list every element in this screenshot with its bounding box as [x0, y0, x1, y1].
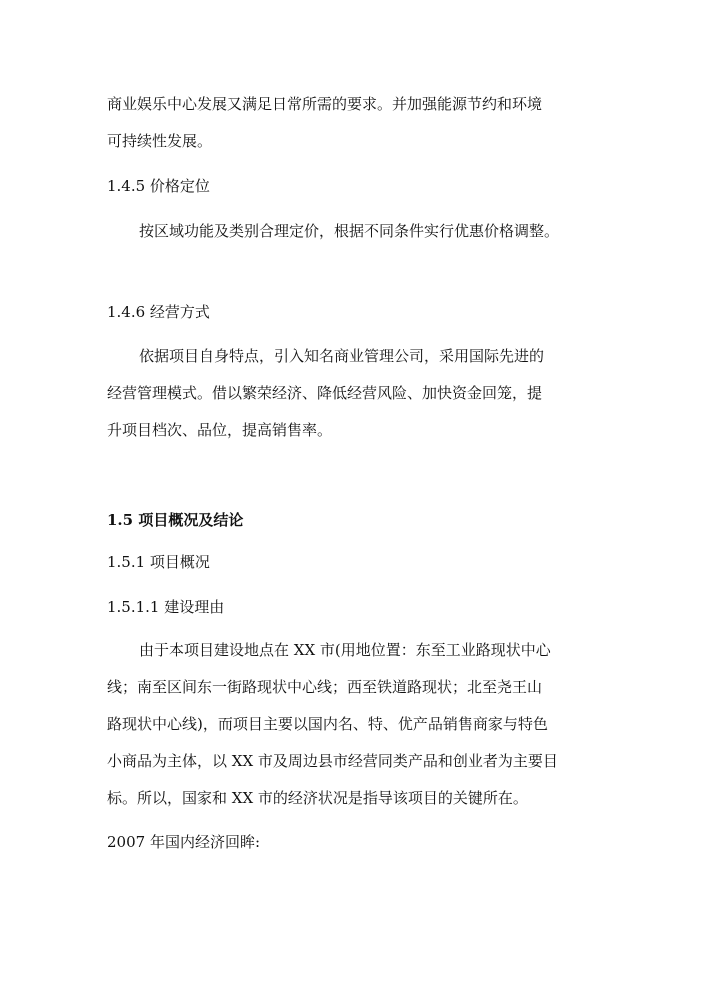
paragraph-line: 路现状中心线)，而项目主要以国内名、特、优产品销售商家与特色	[107, 715, 548, 733]
section-heading-1-5: 1.5 项目概况及结论	[107, 511, 244, 529]
paragraph-line: 商业娱乐中心发展又满足日常所需的要求。并加强能源节约和环境	[107, 95, 543, 113]
paragraph-line: 由于本项目建设地点在 XX 市(用地位置：东至工业路现状中心	[139, 641, 551, 659]
paragraph-line: 经营管理模式。借以繁荣经济、降低经营风险、加快资金回笼，提	[107, 384, 543, 402]
section-heading-1-5-1: 1.5.1 项目概况	[107, 553, 210, 571]
paragraph-line: 标。所以，国家和 XX 市的经济状况是指导该项目的关键所在。	[107, 789, 528, 807]
section-heading-1-4-6: 1.4.6 经营方式	[107, 303, 210, 321]
paragraph-line: 可持续性发展。	[107, 132, 213, 150]
section-heading-1-4-5: 1.4.5 价格定位	[107, 177, 210, 195]
paragraph-line: 线；南至区间东一街路现状中心线；西至铁道路现状；北至尧王山	[107, 678, 543, 696]
paragraph-line: 按区域功能及类别合理定价，根据不同条件实行优惠价格调整。	[139, 222, 560, 240]
paragraph-line: 小商品为主体，以 XX 市及周边县市经营同类产品和创业者为主要目	[107, 752, 558, 770]
paragraph-line: 升项目档次、品位，提高销售率。	[107, 421, 333, 439]
economy-review-heading: 2007 年国内经济回眸:	[107, 833, 260, 851]
paragraph-line: 依据项目自身特点，引入知名商业管理公司，采用国际先进的	[139, 347, 545, 365]
section-heading-1-5-1-1: 1.5.1.1 建设理由	[107, 598, 225, 616]
